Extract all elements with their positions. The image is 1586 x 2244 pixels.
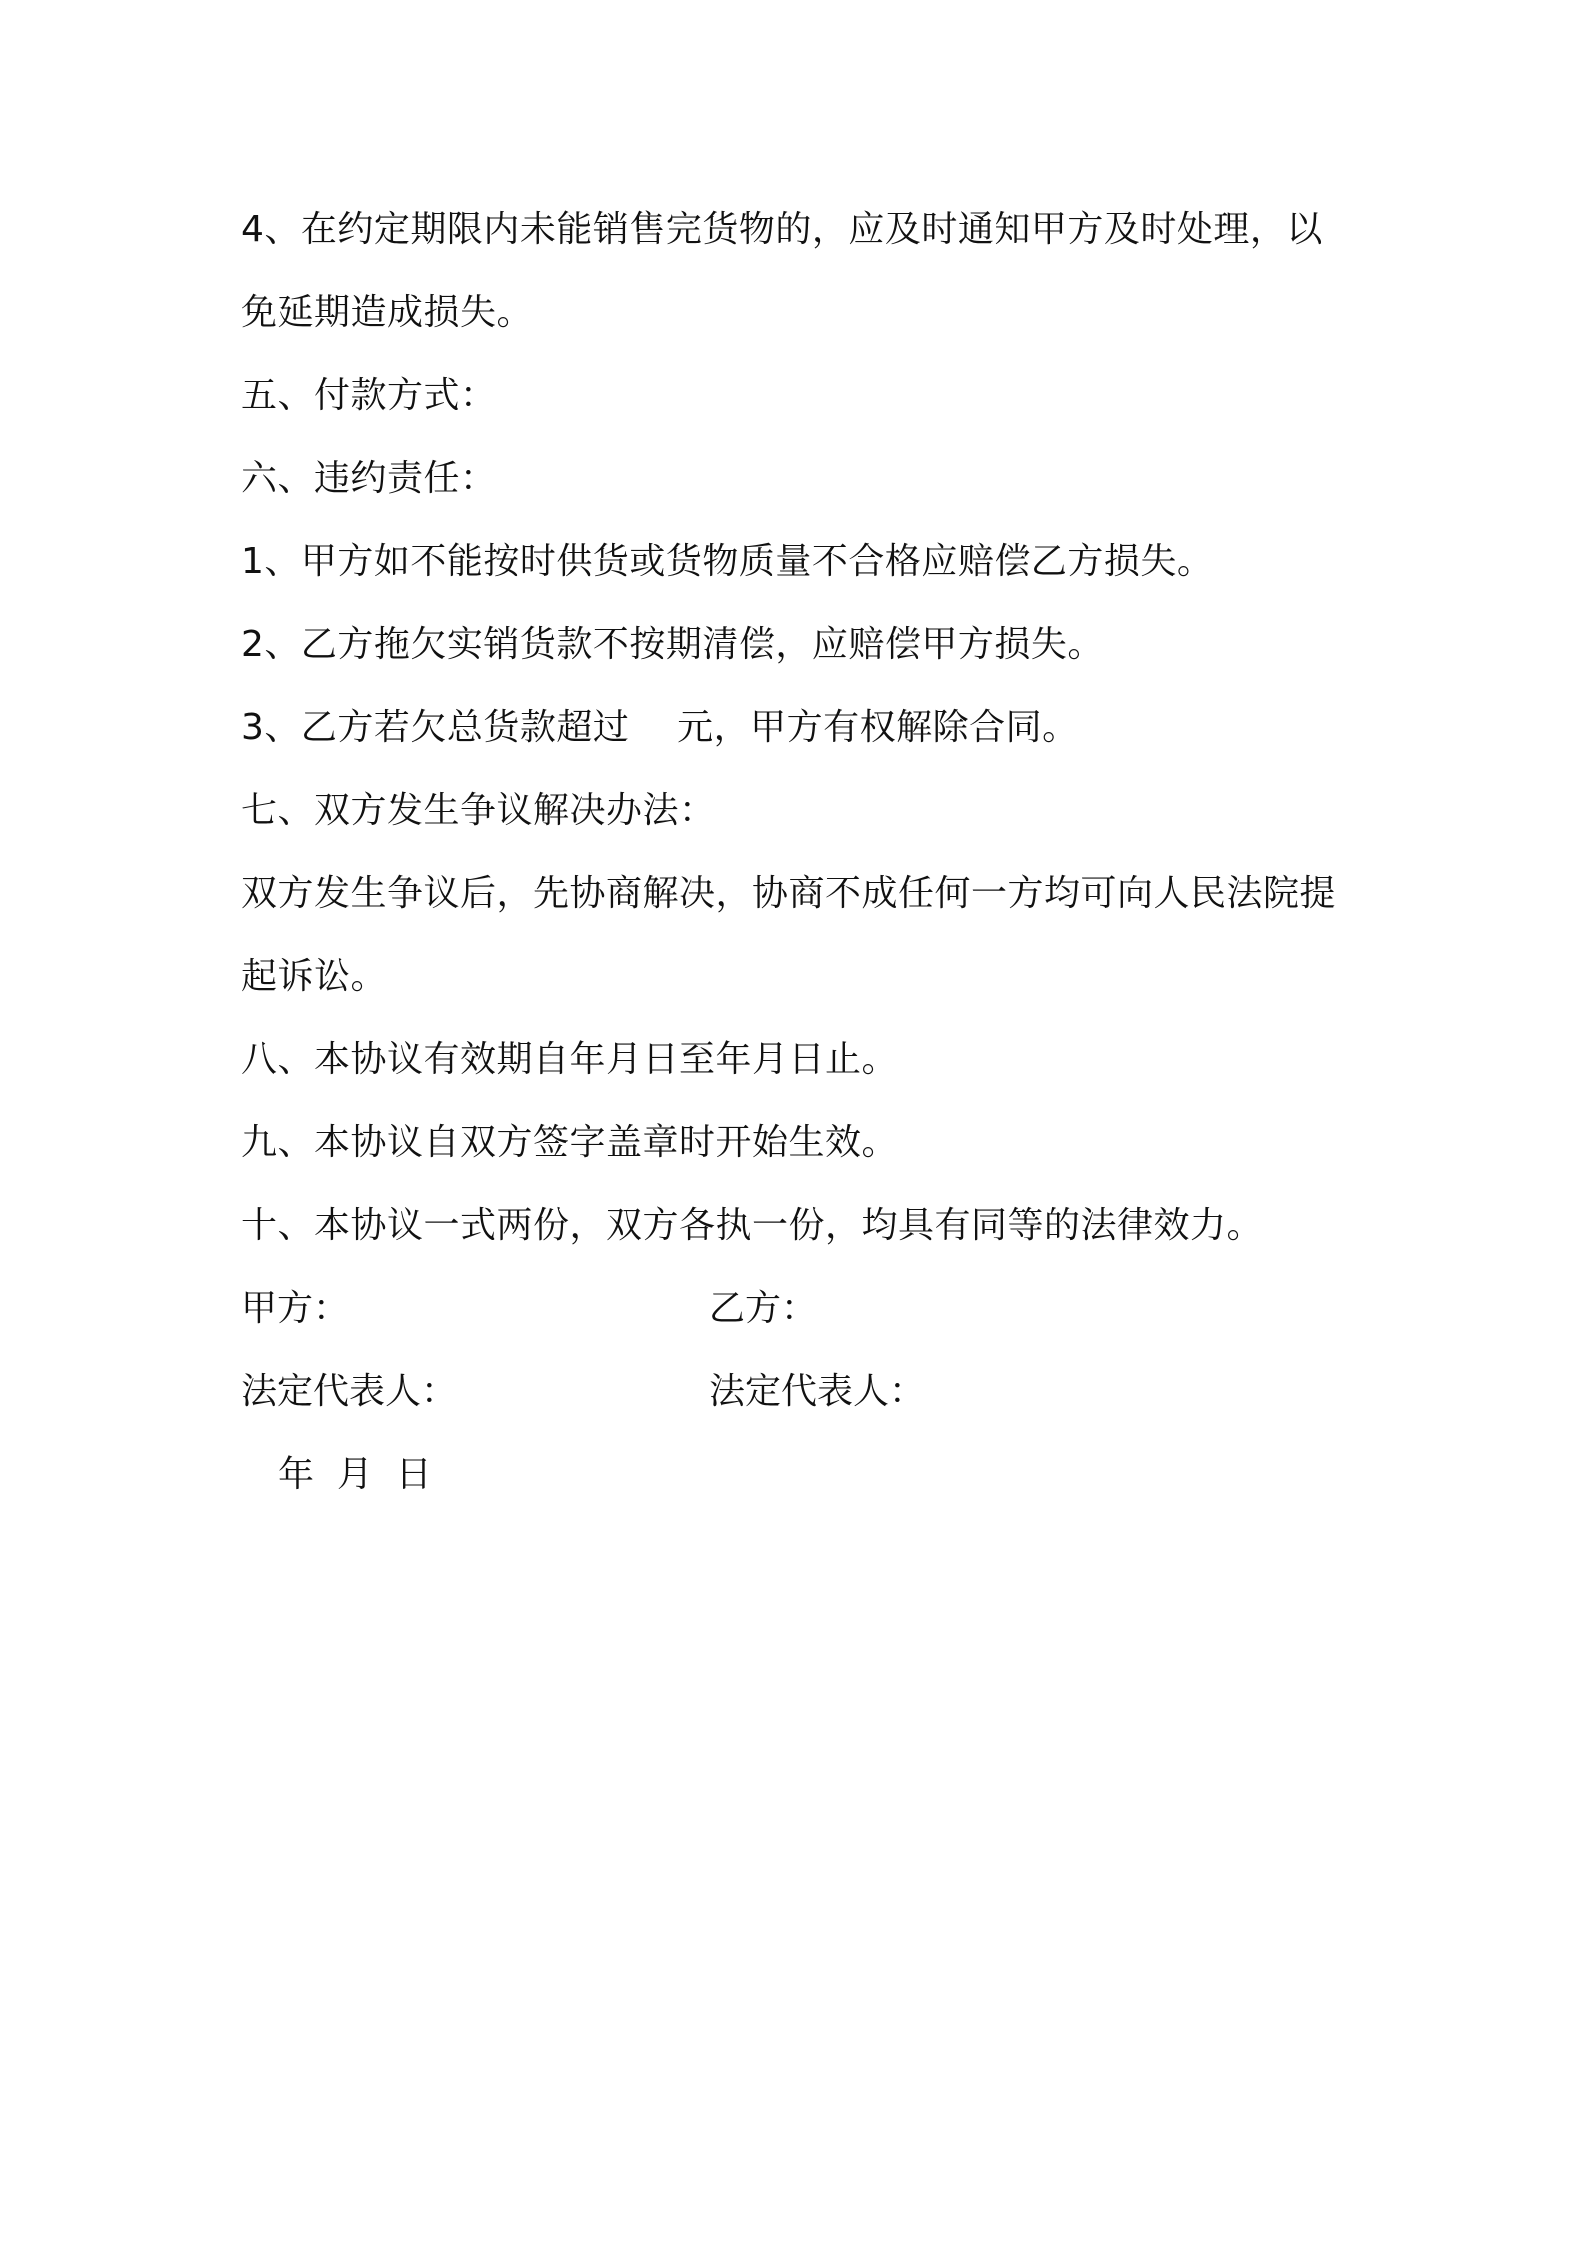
party-b-label: 乙方： xyxy=(709,1288,818,1329)
section-6-item-1: 1、甲方如不能按时供货或货物质量不合格应赔偿乙方损失。 xyxy=(241,541,1214,582)
section-6-heading: 六、违约责任： xyxy=(241,458,497,499)
section-6-item-2: 2、乙方拖欠实销货款不按期清偿，应赔偿甲方损失。 xyxy=(241,624,1104,665)
section-7-text-line-2: 起诉讼。 xyxy=(241,956,388,997)
party-b-representative-label: 法定代表人： xyxy=(709,1371,926,1412)
party-a-label: 甲方： xyxy=(241,1288,350,1329)
section-9: 九、本协议自双方签字盖章时开始生效。 xyxy=(241,1122,899,1163)
signature-date: 年 月 日 xyxy=(278,1454,432,1495)
section-8: 八、本协议有效期自年月日至年月日止。 xyxy=(241,1039,899,1080)
clause-4-line-2: 免延期造成损失。 xyxy=(241,292,534,333)
party-a-representative-label: 法定代表人： xyxy=(241,1371,458,1412)
section-7-text-line-1: 双方发生争议后，先协商解决，协商不成任何一方均可向人民法院提 xyxy=(241,873,1337,914)
section-6-item-3: 3、乙方若欠总货款超过 元，甲方有权解除合同。 xyxy=(241,707,1079,748)
section-7-heading: 七、双方发生争议解决办法： xyxy=(241,790,716,831)
section-10: 十、本协议一式两份，双方各执一份，均具有同等的法律效力。 xyxy=(241,1205,1264,1246)
clause-4-line-1: 4、在约定期限内未能销售完货物的，应及时通知甲方及时处理，以 xyxy=(241,209,1323,250)
section-5-heading: 五、付款方式： xyxy=(241,375,497,416)
